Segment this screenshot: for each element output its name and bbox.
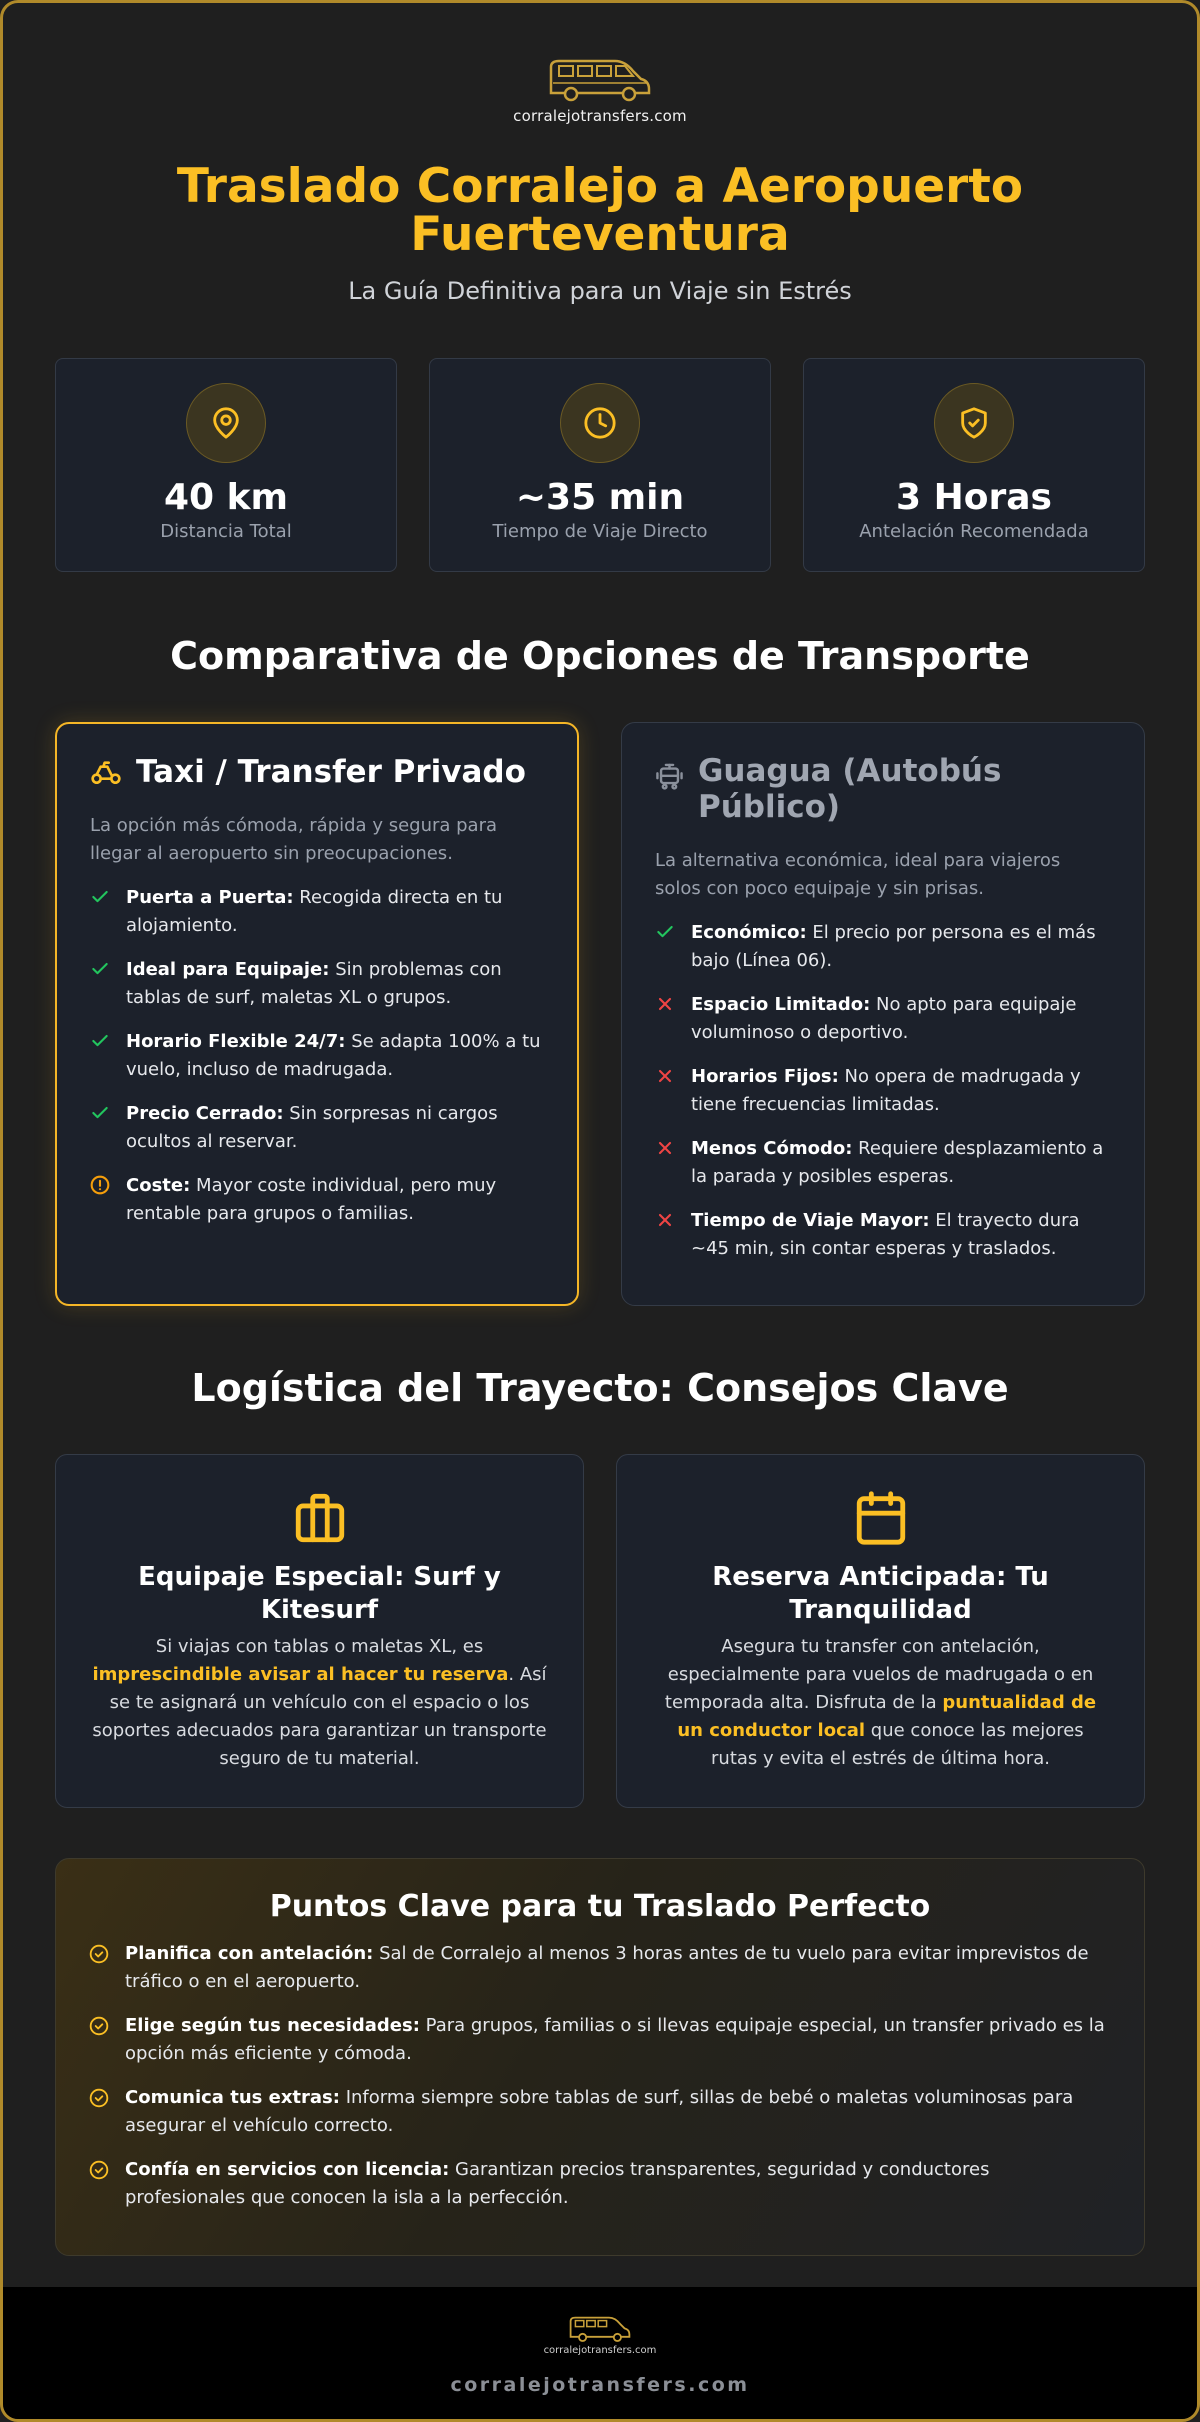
check-circle-icon — [89, 2160, 109, 2180]
logistics-title: Logística del Trayecto: Consejos Clave — [191, 1366, 1009, 1410]
feature-item: Tiempo de Viaje Mayor: El trayecto dura ~45 min, sin contar esperas y traslados. — [655, 1207, 1111, 1263]
option-description: La opción más cómoda, rápida y segura para llegar al aeropuerto sin preocupaciones. — [90, 815, 498, 864]
x-icon — [655, 994, 675, 1014]
key-points-card — [55, 1858, 1145, 2256]
option-title: Guagua (Autobús Público) — [697, 753, 1002, 825]
shield-check-icon — [957, 406, 991, 440]
feature-item: Puerta a Puerta: Recogida directa en tu alojamiento. — [90, 884, 544, 940]
tip-highlight: puntualidad de un conductor local — [677, 1692, 1097, 1741]
check-circle-icon — [89, 2016, 109, 2036]
option-description: La alternativa económica, ideal para viajeros solos con poco equipaje y sin prisas. — [655, 850, 1061, 899]
check-circle-icon — [89, 1944, 109, 1964]
check-icon — [90, 959, 110, 979]
stat-card-advance — [803, 358, 1145, 572]
header — [55, 3, 1145, 125]
taxi-icon — [90, 756, 122, 788]
stat-label: Distancia Total — [160, 521, 292, 542]
key-point-item: Confía en servicios con licencia: Garantizan precios transparentes, seguridad y conductores profesionales que conocen la isla a la perfección. — [89, 2156, 1111, 2212]
stat-label: Tiempo de Viaje Directo — [492, 521, 708, 542]
page-title: Traslado Corralejo a Aeropuerto Fuerteventura — [176, 159, 1024, 262]
feature-item: Coste: Mayor coste individual, pero muy rentable para grupos o familias. — [90, 1172, 544, 1228]
stat-value: 40 km — [163, 477, 289, 518]
x-icon — [655, 1210, 675, 1230]
check-icon — [90, 1103, 110, 1123]
feature-item: Menos Cómodo: Requiere desplazamiento a la parada y posibles esperas. — [655, 1135, 1111, 1191]
stats-row — [55, 358, 1145, 572]
luggage-tip-card — [55, 1454, 584, 1808]
taxi-option-card — [55, 722, 579, 1306]
option-title: Taxi / Transfer Privado — [136, 754, 526, 790]
alert-circle-icon — [90, 1175, 110, 1195]
check-circle-icon — [89, 2088, 109, 2108]
comparison-grid — [55, 722, 1145, 1306]
stat-label: Antelación Recomendada — [859, 521, 1089, 542]
bus-option-card — [621, 722, 1145, 1306]
check-icon — [655, 922, 675, 942]
key-point-item: Planifica con antelación: Sal de Corralejo al menos 3 horas antes de tu vuelo para evitar imprevistos de tráfico o en el aeropuerto. — [89, 1940, 1111, 1996]
calendar-icon — [852, 1489, 910, 1547]
key-point-item: Comunica tus extras: Informa siempre sobre tablas de surf, sillas de bebé o maletas voluminosas para asegurar el vehículo correcto. — [89, 2084, 1111, 2140]
stat-card-distance — [55, 358, 397, 572]
stat-value: 3 Horas — [896, 477, 1052, 518]
footer-brand-small: corralejotransfers.com — [543, 2345, 657, 2356]
x-icon — [655, 1066, 675, 1086]
clock-icon — [583, 406, 617, 440]
van-logo-icon — [545, 57, 655, 103]
feature-item: Ideal para Equipaje: Sin problemas con tablas de surf, maletas XL o grupos. — [90, 956, 544, 1012]
footer — [3, 2287, 1197, 2422]
feature-item: Económico: El precio por persona es el más bajo (Línea 06). — [655, 919, 1111, 975]
logistics-grid — [55, 1454, 1145, 1808]
feature-item: Precio Cerrado: Sin sorpresas ni cargos ocultos al reservar. — [90, 1100, 544, 1156]
x-icon — [655, 1138, 675, 1158]
comparison-title: Comparativa de Opciones de Transporte — [170, 634, 1030, 678]
check-icon — [90, 887, 110, 907]
brand-name: corralejotransfers.com — [513, 107, 687, 125]
briefcase-icon — [291, 1489, 349, 1547]
booking-tip-card — [616, 1454, 1145, 1808]
map-pin-icon — [209, 406, 243, 440]
feature-item: Espacio Limitado: No apto para equipaje voluminoso o deportivo. — [655, 991, 1111, 1047]
tip-text: Si viajas con tablas o maletas XL, es imprescindible avisar al hacer tu reserva. Así se te asignará un vehículo con el espacio o los soportes adecuados para garantizar un transporte seguro de tu material. — [92, 1636, 547, 1769]
stat-card-time — [429, 358, 771, 572]
tip-title: Equipaje Especial: Surf y Kitesurf — [138, 1562, 501, 1625]
tip-text: Asegura tu transfer con antelación, especialmente para vuelos de madrugada o en temporada alta. Disfruta de la puntualidad de un conductor local que conoce las mejores rutas y evita el estrés de última hora. — [664, 1636, 1097, 1769]
feature-item: Horario Flexible 24/7: Se adapta 100% a tu vuelo, incluso de madrugada. — [90, 1028, 544, 1084]
tip-title: Reserva Anticipada: Tu Tranquilidad — [712, 1562, 1049, 1625]
key-point-item: Elige según tus necesidades: Para grupos, familias o si llevas equipaje especial, un transfer privado es la opción más eficiente y cómoda. — [89, 2012, 1111, 2068]
bus-icon — [655, 761, 684, 793]
feature-item: Horarios Fijos: No opera de madrugada y tiene frecuencias limitadas. — [655, 1063, 1111, 1119]
van-logo-icon — [567, 2315, 633, 2343]
key-points-title: Puntos Clave para tu Traslado Perfecto — [269, 1889, 931, 1924]
check-icon — [90, 1031, 110, 1051]
tip-highlight: imprescindible avisar al hacer tu reserva — [92, 1664, 509, 1685]
footer-domain-link[interactable]: corralejotransfers.com — [450, 2374, 750, 2396]
stat-value: ~35 min — [515, 477, 685, 518]
page-subtitle: La Guía Definitiva para un Viaje sin Estrés — [348, 277, 852, 305]
